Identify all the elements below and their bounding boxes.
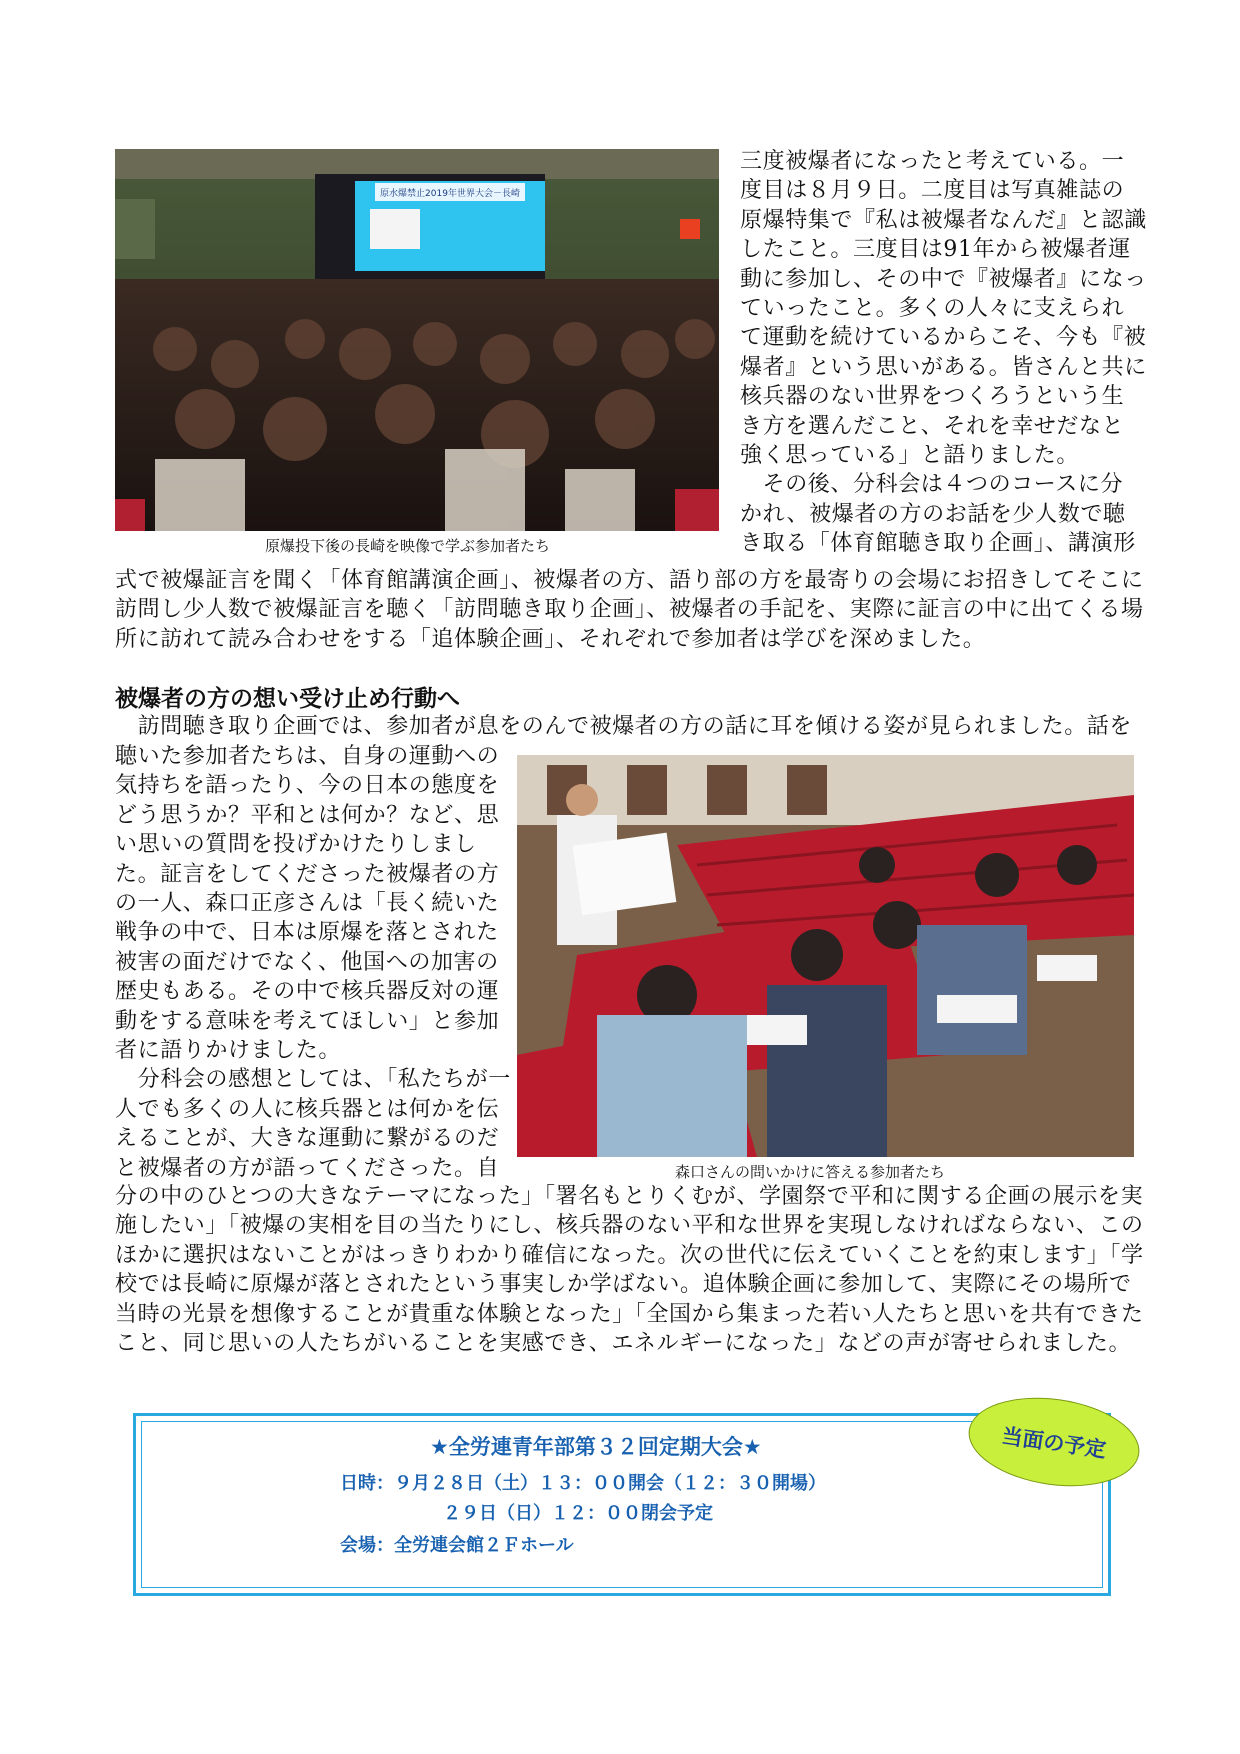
meeting-photo-drawing — [517, 755, 1134, 1157]
left-column-line: と被爆者の方が語ってくださった。自 — [115, 1155, 500, 1181]
full-width-paragraph-2-line: ほかに選択はないことがはっきりわかり確信になった。次の世代に伝えていくことを約束します」「学 — [115, 1242, 1144, 1268]
top-right-column-line: かれ、被爆者の方のお話を少人数で聴 — [740, 501, 1126, 527]
upcoming-schedule-badge-label: 当面の予定 — [1000, 1423, 1108, 1463]
full-width-paragraph-2-line: 校では長崎に原爆が落とされたという事実しか学ばない。追体験企画に参加して、実際にその場所で — [115, 1272, 1132, 1298]
left-column-line: 聴いた参加者たちは、自身の運動への — [115, 744, 500, 769]
left-column-line: い思いの質問を投げかけたりしまし — [115, 832, 477, 858]
event-venue: 会場：全労連会館２Ｆホール — [340, 1535, 574, 1556]
full-width-paragraph-2-line: 分の中のひとつの大きなテーマになった」「署名もとりくむが、学園祭で平和に関する企画の展示を実 — [115, 1184, 1144, 1209]
left-column-line: 動をする意味を考えてほしい」と参加 — [115, 1008, 500, 1034]
left-column-line: 分科会の感想としては、「私たちが一 — [115, 1067, 511, 1093]
left-column-line: た。証言をしてくださった被爆者の方 — [115, 861, 500, 887]
top-right-column-line: き取る「体育館聴き取り企画」、講演形 — [740, 531, 1136, 557]
top-right-column-line: き方を選んだこと、それを幸せだなと — [740, 413, 1125, 439]
left-column-line: どう思うか？平和とは何か？など、思 — [115, 802, 500, 828]
assembly-photo-drawing — [115, 149, 719, 531]
left-column-line: 被害の面だけでなく、他国への加害の — [115, 949, 499, 975]
full-width-paragraph-2-line: 施したい」「被爆の実相を目の当たりにし、核兵器のない平和な世界を実現しなければならない、この — [115, 1213, 1144, 1239]
full-width-paragraph-1-line: 所に訪れて読み合わせをする「追体験企画」、それぞれで参加者は学びを深めました。 — [115, 626, 986, 652]
meeting-photo-caption: 森口さんの問いかけに答える参加者たち — [675, 1163, 946, 1181]
left-column-line: えることが、大きな運動に繋がるのだ — [115, 1126, 500, 1152]
top-right-column-line: 爆者』という思いがある。皆さんと共に — [740, 354, 1147, 380]
left-column-line: 人でも多くの人に核兵器とは何かを伝 — [115, 1096, 500, 1122]
section-first-line: 訪問聴き取り企画では、参加者が息をのんで被爆者の方の話に耳を傾ける姿が見られました。話を — [115, 714, 1133, 739]
left-column-line: 気持ちを語ったり、今の日本の態度を — [115, 773, 500, 799]
stage-banner-text: 原水爆禁止2019年世界大会－長崎 — [380, 189, 520, 199]
top-right-column-line: 三度被爆者になったと考えている。一 — [740, 149, 1125, 174]
section-heading: 被爆者の方の想い受け止め行動へ — [115, 686, 460, 712]
assembly-photo-caption: 原爆投下後の長崎を映像で学ぶ参加者たち — [265, 537, 551, 555]
top-right-column-line: て運動を続けているからこそ、今も『被 — [740, 325, 1147, 351]
top-right-column-line: ていったこと。多くの人々に支えられ — [740, 296, 1125, 321]
full-width-paragraph-1-line: 式で被爆証言を聞く「体育館講演企画」、被爆者の方、語り部の方を最寄りの会場にお招きしてそこに — [115, 568, 1144, 593]
top-right-column-line: 動に参加し、その中で『被爆者』になっ — [740, 266, 1147, 292]
top-right-column-line: 強く思っている」と語りました。 — [740, 443, 1080, 468]
meeting-photo — [517, 755, 1134, 1157]
left-column-line: 戦争の中で、日本は原爆を落とされた — [115, 920, 499, 946]
left-column-line: 歴史もある。その中で核兵器反対の運 — [115, 979, 500, 1005]
full-width-paragraph-2-line: こと、同じ思いの人たちがいることを実感でき、エネルギーになった」などの声が寄せられました。 — [115, 1331, 1132, 1356]
event-datetime-line1: 日時：９月２８日（土）１３：００開会（１２：３０開場） — [340, 1473, 826, 1494]
event-datetime-line2: ２９日（日）１２：００閉会予定 — [443, 1503, 713, 1524]
full-width-paragraph-2-line: 当時の光景を想像することが貴重な体験となった」「全国から集まった若い人たちと思いを共有できた — [115, 1301, 1144, 1327]
top-right-column-line: その後、分科会は４つのコースに分 — [740, 472, 1124, 498]
top-right-column-line: 原爆特集で『私は被爆者なんだ』と認識 — [740, 207, 1147, 233]
event-title: ★全労連青年部第３２回定期大会★ — [430, 1435, 762, 1459]
full-width-paragraph-1-line: 訪問し少人数で被爆証言を聴く「訪問聴き取り企画」、被爆者の手記を、実際に証言の中に出てくる場 — [115, 597, 1144, 623]
top-right-column-line: したこと。三度目は91年から被爆者運 — [740, 237, 1131, 263]
top-right-column-line: 核兵器のない世界をつくろうという生 — [740, 384, 1125, 410]
left-column-line: 者に語りかけました。 — [115, 1038, 342, 1063]
top-right-column-line: 度目は８月９日。二度目は写真雑誌の — [740, 178, 1125, 204]
assembly-photo — [115, 149, 719, 531]
left-column-line: の一人、森口正彦さんは「長く続いた — [115, 891, 500, 916]
